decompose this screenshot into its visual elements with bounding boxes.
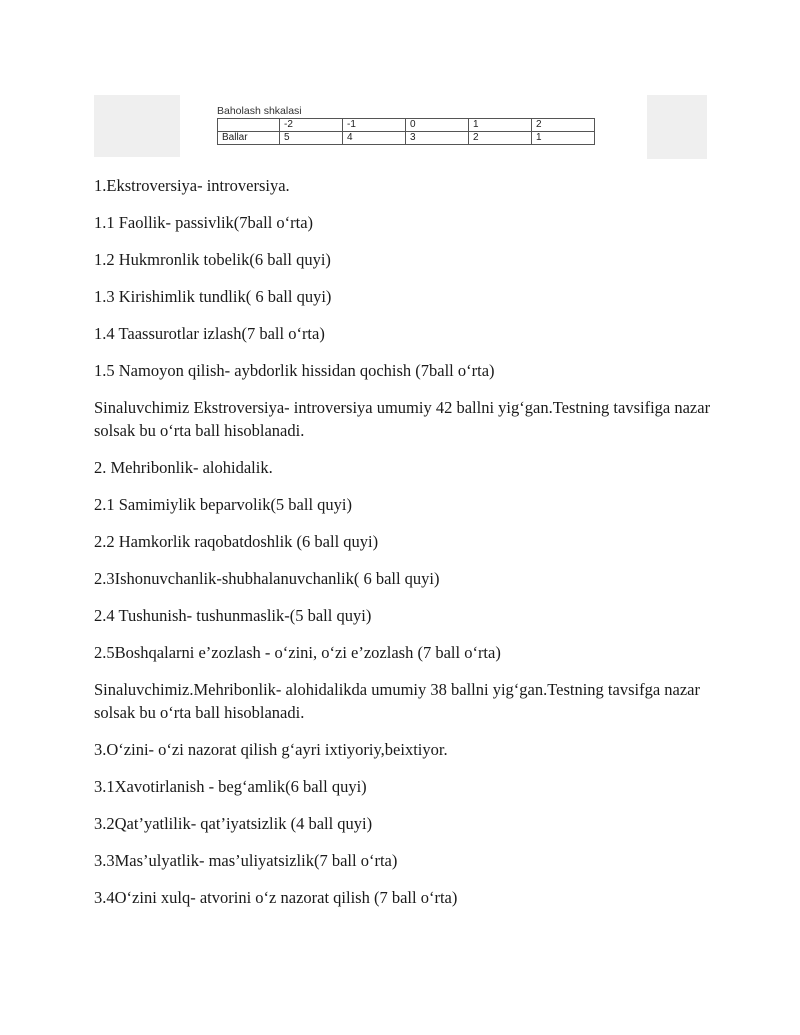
section-heading: 1.Ekstroversiya- introversiya.: [94, 176, 290, 195]
rating-scale-header-row: [218, 119, 595, 132]
table-cell: 2: [532, 119, 595, 132]
list-item: 3.1Xavotirlanish - beg‘amlik(6 ball quyi): [94, 777, 367, 796]
rating-scale: [217, 106, 595, 145]
summary-paragraph: Sinaluvchimiz Ekstroversiya- introversiya umumiy 42 ballni yig‘gan.Testning tavsifiga nazar solsak bu o‘rta ball hisoblanadi.: [94, 398, 711, 440]
list-item: 3.3Mas’ulyatlik- mas’uliyatsizlik(7 ball o‘rta): [94, 851, 398, 870]
list-item: 2.2 Hamkorlik raqobatdoshlik (6 ball quyi): [94, 532, 379, 551]
section-heading: 3.O‘zini- o‘zi nazorat qilish g‘ayri ixtiyoriy,beixtiyor.: [94, 740, 448, 759]
list-item: 3.4O‘zini xulq- atvorini o‘z nazorat qilish (7 ball o‘rta): [94, 888, 458, 907]
document-body: [94, 174, 714, 923]
summary-paragraph: Sinaluvchimiz.Mehribonlik- alohidalikda umumiy 38 ballni yig‘gan.Testning tavsifga nazar solsak bu o‘rta ball hisoblanadi.: [94, 680, 701, 722]
table-cell: 1: [469, 119, 532, 132]
list-item: 1.5 Namoyon qilish- aybdorlik hissidan qochish (7ball o‘rta): [94, 361, 495, 380]
section-heading: 2. Mehribonlik- alohidalik.: [94, 458, 273, 477]
list-item: 3.2Qat’yatlilik- qat’iyatsizlik (4 ball quyi): [94, 814, 373, 833]
image-placeholder-right: [647, 95, 707, 159]
list-item: 2.4 Tushunish- tushunmaslik-(5 ball quyi): [94, 606, 372, 625]
list-item: 1.1 Faollik- passivlik(7ball o‘rta): [94, 213, 314, 232]
list-item: 2.3Ishonuvchanlik-shubhalanuvchanlik( 6 ball quyi): [94, 569, 440, 588]
table-cell: 2: [469, 132, 532, 145]
rating-scale-score-row: [218, 132, 595, 145]
table-cell: Ballar: [218, 132, 280, 145]
table-cell: 1: [532, 132, 595, 145]
table-cell: -1: [343, 119, 406, 132]
rating-scale-table: [217, 118, 595, 145]
list-item: 1.2 Hukmronlik tobelik(6 ball quyi): [94, 250, 331, 269]
table-cell: [218, 119, 280, 132]
table-cell: 3: [406, 132, 469, 145]
list-item: 1.3 Kirishimlik tundlik( 6 ball quyi): [94, 287, 332, 306]
list-item: 2.5Boshqalarni e’zozlash - o‘zini, o‘zi e’zozlash (7 ball o‘rta): [94, 643, 501, 662]
table-cell: 4: [343, 132, 406, 145]
rating-scale-title: Baholash shkalasi: [217, 105, 302, 117]
image-placeholder-left: [94, 95, 180, 157]
list-item: 2.1 Samimiylik beparvolik(5 ball quyi): [94, 495, 353, 514]
table-cell: 5: [280, 132, 343, 145]
list-item: 1.4 Taassurotlar izlash(7 ball o‘rta): [94, 324, 325, 343]
table-cell: -2: [280, 119, 343, 132]
table-cell: 0: [406, 119, 469, 132]
